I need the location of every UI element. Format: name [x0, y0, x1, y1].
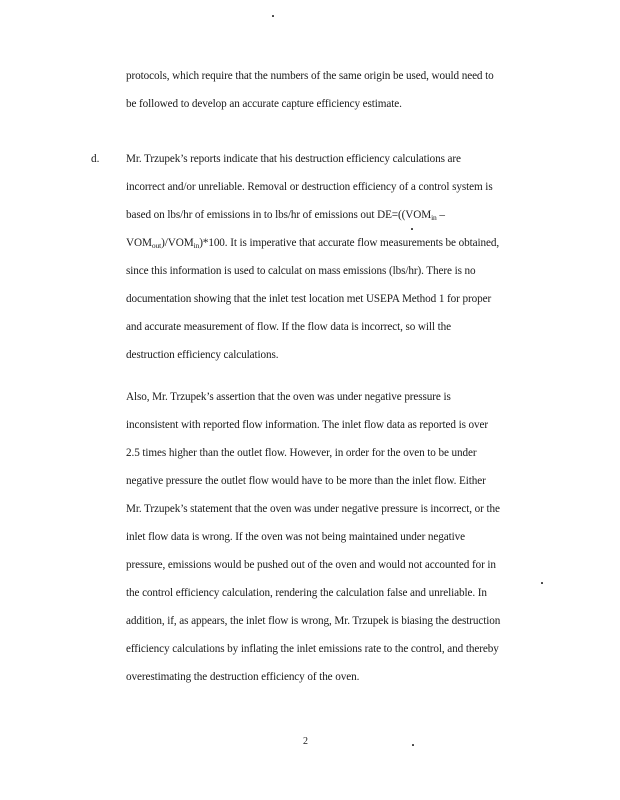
item-d-line: Mr. Trzupek’s reports indicate that his destruction efficiency calculations are	[126, 153, 461, 165]
formula-text: based on lbs/hr of emissions in to lbs/hr of emissions out DE=((VOM	[126, 209, 432, 221]
item-d-line-formula	[126, 236, 499, 253]
formula-text: )/VOM	[161, 237, 194, 249]
page-number: 2	[303, 736, 308, 747]
item-d-label: d.	[91, 153, 100, 165]
item-d-line: incorrect and/or unreliable. Removal or destruction efficiency of a control system is	[126, 181, 493, 193]
paragraph-line: efficiency calculations by inflating the inlet emissions rate to the control, and thereby	[126, 643, 499, 655]
paragraph-line: inconsistent with reported flow information. The inlet flow data as reported is over	[126, 419, 489, 431]
item-d-line: documentation showing that the inlet test location met USEPA Method 1 for proper	[126, 293, 492, 305]
formula-subscript: out	[151, 241, 162, 250]
formula-text: )*100. It is imperative that accurate flow measurements be obtained,	[199, 237, 500, 249]
formula-subscript: in	[431, 213, 437, 222]
formula-text: –	[436, 209, 445, 221]
paragraph-line: 2.5 times higher than the outlet flow. However, in order for the oven to be under	[126, 447, 477, 459]
paragraph-line: Also, Mr. Trzupek’s assertion that the oven was under negative pressure is	[126, 391, 451, 403]
paragraph-line: negative pressure the outlet flow would have to be more than the inlet flow. Either	[126, 475, 486, 487]
scan-speck	[541, 582, 543, 584]
formula-subscript: in	[193, 241, 200, 250]
item-d-line: and accurate measurement of flow. If the flow data is incorrect, so will the	[126, 321, 451, 333]
formula-text: VOM	[126, 237, 152, 249]
paragraph-line: the control efficiency calculation, rendering the calculation false and unreliable. In	[126, 587, 487, 599]
paragraph-line: overestimating the destruction efficiency of the oven.	[126, 671, 360, 683]
paragraph-line: protocols, which require that the numbers of the same origin be used, would need to	[126, 70, 494, 82]
paragraph-line: Mr. Trzupek’s statement that the oven was under negative pressure is incorrect, or the	[126, 503, 500, 515]
item-d-line-formula	[126, 208, 445, 225]
paragraph-line: inlet flow data is wrong. If the oven was not being maintained under negative	[126, 531, 466, 543]
paragraph-line: be followed to develop an accurate capture efficiency estimate.	[126, 98, 402, 110]
item-d-line: since this information is used to calculat on mass emissions (lbs/hr). There is no	[126, 265, 476, 277]
paragraph-line: addition, if, as appears, the inlet flow is wrong, Mr. Trzupek is biasing the destruction	[126, 615, 501, 627]
scan-speck	[412, 744, 414, 746]
scan-speck	[272, 15, 274, 17]
paragraph-line: pressure, emissions would be pushed out of the oven and would not accounted for in	[126, 559, 496, 571]
item-d-line: destruction efficiency calculations.	[126, 349, 279, 361]
scan-speck	[411, 228, 413, 230]
